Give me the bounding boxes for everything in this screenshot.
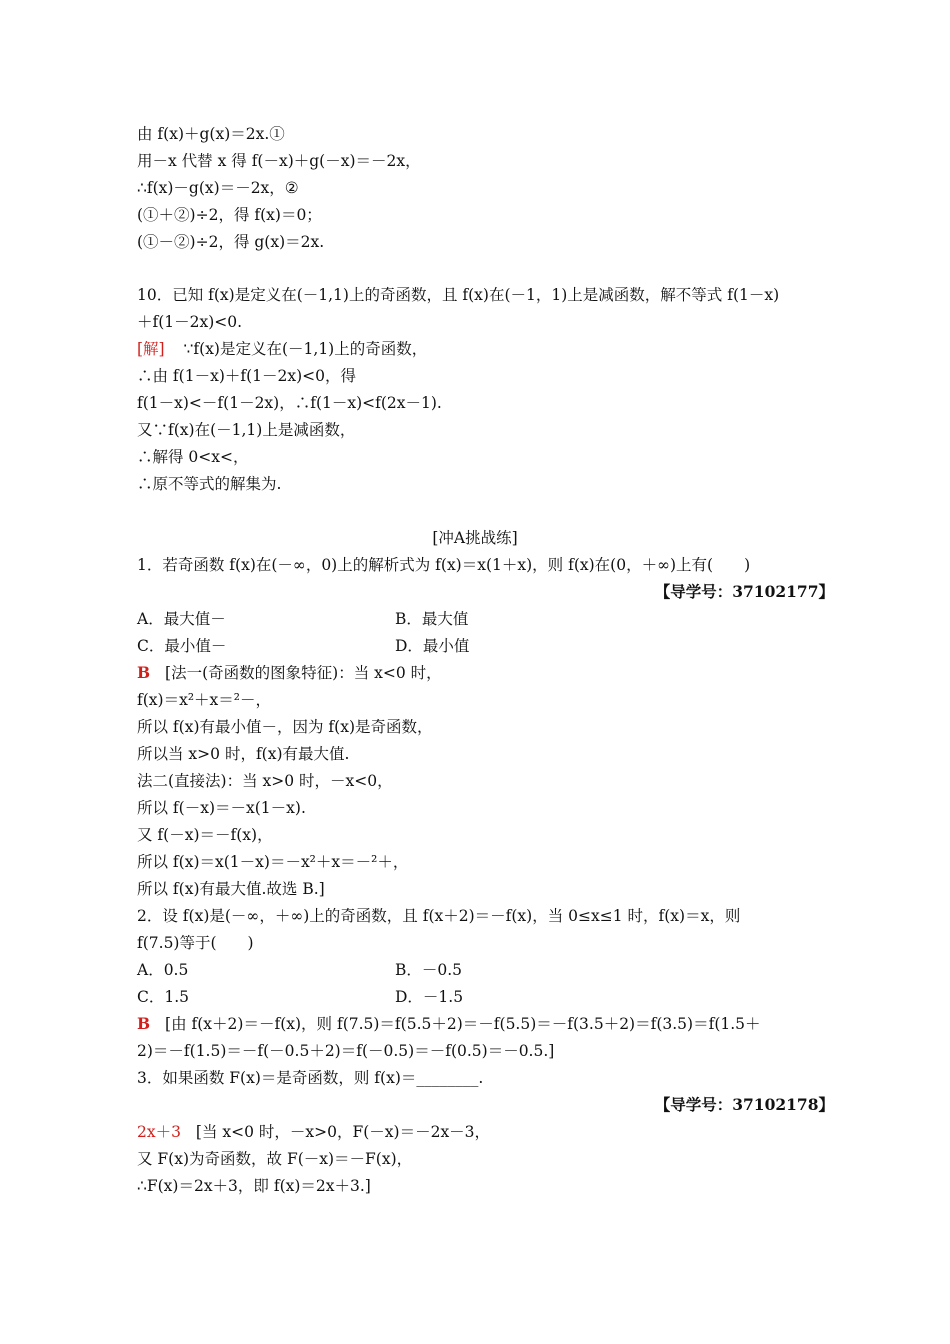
solution-text: ∵f(x)是定义在(－1,1)上的奇函数， <box>183 340 428 358</box>
answer-text: [当 x<0 时，－x>0，F(－x)＝－2x－3， <box>195 1123 491 1141</box>
problem-1-answer-line-4: 所以当 x>0 时，f(x)有最大值. <box>137 745 350 763</box>
answer-text: [由 f(x＋2)＝－f(x)，则 f(7.5)＝f(5.5＋2)＝－f(5.5)＝－f(3.5＋2)＝f(3.5)＝f(1.5＋ <box>165 1015 761 1033</box>
problem-2-option-b: B．－0.5 <box>395 961 463 979</box>
question-10-solution-line-4: 又∵f(x)在(－1,1)上是减函数， <box>137 421 356 439</box>
question-10-stem-line-1: 10．已知 f(x)是定义在(－1,1)上的奇函数，且 f(x)在(－1，1)上是减函数，解不等式 f(1－x) <box>137 286 780 304</box>
problem-1-answer-line-7: 又 f(－x)＝－f(x)， <box>137 826 273 844</box>
problem-1-option-d: D．最小值 <box>395 637 470 655</box>
problem-1-reference-number: 【导学号：37102177】 <box>654 582 834 601</box>
problem-3-answer-line-2: 又 F(x)为奇函数，故 F(－x)＝－F(x)， <box>137 1150 413 1168</box>
question-10-solution-line-1 <box>137 339 427 359</box>
solution-label: [解] <box>137 340 165 358</box>
question-10-solution-line-2: ∴由 f(1－x)＋f(1－2x)<0，得 <box>137 367 357 385</box>
problem-2-stem-line-1: 2．设 f(x)是(－∞，＋∞)上的奇函数，且 f(x＋2)＝－f(x)，当 0≤x≤1 时，f(x)＝x，则 <box>137 907 741 925</box>
problem-1-option-a: A．最大值－ <box>137 610 226 628</box>
problem-3-answer-line-1 <box>137 1122 490 1142</box>
problem-2-answer-line-1 <box>137 1014 761 1034</box>
question-10-solution-line-3: f(1－x)<－f(1－2x)，∴f(1－x)<f(2x－1). <box>137 394 442 412</box>
derivation-line-1: 由 f(x)＋g(x)＝2x.① <box>137 125 285 143</box>
question-10-solution-line-6: ∴原不等式的解集为. <box>137 475 282 493</box>
problem-1-answer-line-9: 所以 f(x)有最大值.故选 B.] <box>137 880 325 898</box>
problem-2-stem-line-2: f(7.5)等于( ) <box>137 934 254 952</box>
derivation-line-2: 用－x 代替 x 得 f(－x)＋g(－x)＝－2x， <box>137 152 421 170</box>
answer-letter: B <box>137 663 151 682</box>
derivation-line-4: (①＋②)÷2，得 f(x)＝0； <box>137 206 322 224</box>
derivation-line-3: ∴f(x)－g(x)＝－2x，② <box>137 179 299 197</box>
problem-2-option-d: D．－1.5 <box>395 988 464 1006</box>
problem-3-stem: 3．如果函数 F(x)＝是奇函数，则 f(x)＝________. <box>137 1069 484 1087</box>
problem-2-answer-line-2: 2)＝－f(1.5)＝－f(－0.5＋2)＝f(－0.5)＝－f(0.5)＝－0.5.] <box>137 1042 555 1060</box>
problem-1-option-c: C．最小值－ <box>137 637 227 655</box>
question-10-stem-line-2: ＋f(1－2x)<0. <box>137 313 243 331</box>
derivation-line-5: (①－②)÷2，得 g(x)＝2x. <box>137 233 325 251</box>
problem-2-option-c: C．1.5 <box>137 988 190 1006</box>
problem-3-reference-number: 【导学号：37102178】 <box>654 1095 834 1114</box>
problem-1-answer-line-6: 所以 f(－x)＝－x(1－x). <box>137 799 306 817</box>
answer-letter: B <box>137 1014 151 1033</box>
section-title: [冲A挑战练] <box>432 529 518 547</box>
problem-1-answer-line-3: 所以 f(x)有最小值－，因为 f(x)是奇函数， <box>137 718 433 736</box>
problem-1-answer-line-2: f(x)＝x²＋x＝²－， <box>137 691 271 709</box>
problem-3-answer-line-3: ∴F(x)＝2x＋3，即 f(x)＝2x＋3.] <box>137 1177 371 1195</box>
problem-1-answer-line-1 <box>137 663 442 683</box>
problem-1-answer-line-8: 所以 f(x)＝x(1－x)＝－x²＋x＝－²＋， <box>137 853 409 871</box>
question-10-solution-line-5: ∴解得 0<x<， <box>137 448 249 466</box>
answer-value: 2x＋3 <box>137 1123 181 1141</box>
problem-1-stem: 1．若奇函数 f(x)在(－∞，0)上的解析式为 f(x)＝x(1＋x)，则 f(x)在(0，＋∞)上有( ) <box>137 556 751 574</box>
problem-1-option-b: B．最大值 <box>395 610 469 628</box>
problem-1-answer-line-5: 法二(直接法)：当 x>0 时，－x<0， <box>137 772 393 790</box>
problem-2-option-a: A．0.5 <box>137 961 189 979</box>
answer-text: [法一(奇函数的图象特征)：当 x<0 时， <box>165 664 442 682</box>
